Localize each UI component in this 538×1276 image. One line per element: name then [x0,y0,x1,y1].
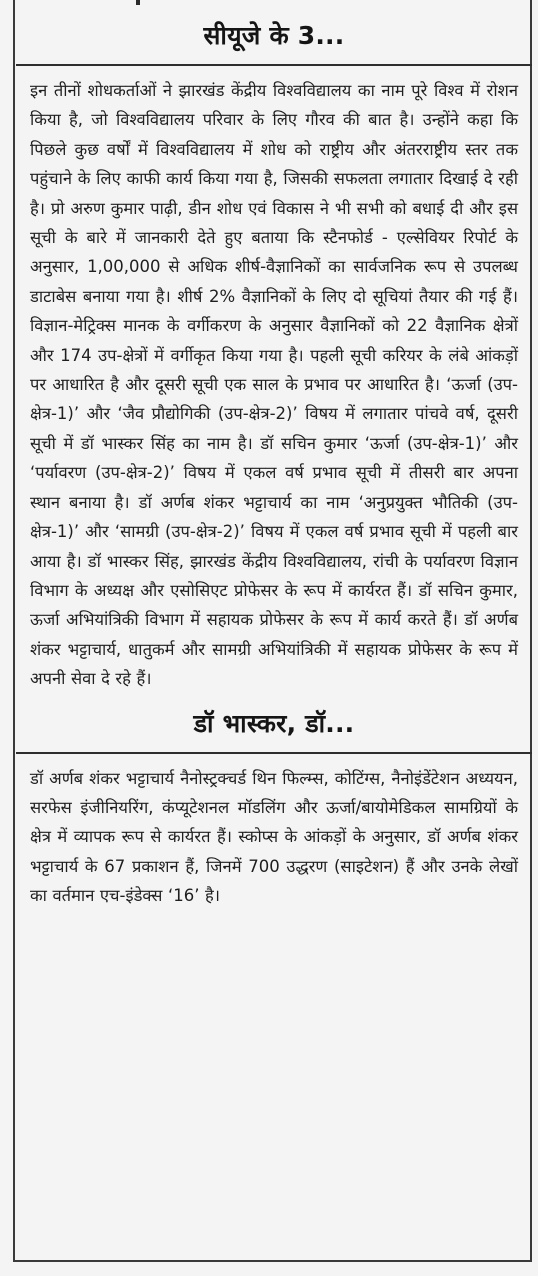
column-rule-left [13,0,15,1262]
heading-divider-2 [16,752,532,754]
section-heading-1: सीयूजे के 3... [203,21,345,50]
article-paragraph-1: इन तीनों शोधकर्ताओं ने झारखंड केंद्रीय विश्वविद्यालय का नाम पूरे विश्व में रोशन किया है, जो विश्वविद्यालय परिवार के लिए गौरव की बात है। उन्होंने कहा कि पिछले कुछ वर्षों में विश्वविद्यालय में शोध को राष्ट्रीय और अंतरराष्ट्रीय स्तर तक पहुंचाने के लिए काफी कार्य किया गया है, जिसकी सफलता लगातार दिखाई दे रही है। प्रो अरुण कुमार पाढ़ी, डीन शोध एवं विकास ने भी सभी को बधाई दी और इस सूची के बारे में जानकारी देते हुए बताया कि स्टैनफोर्ड - एल्सेवियर रिपोर्ट के अनुसार, 1,00,000 से अधिक शीर्ष-वैज्ञानिकों का सार्वजनिक रूप से उपलब्ध डाटाबेस बनाया गया है। शीर्ष 2% वैज्ञानिकों के लिए दो सूचियां तैयार की गई हैं। विज्ञान-मेट्रिक्स मानक के वर्गीकरण के अनुसार वैज्ञानिकों को 22 वैज्ञानिक क्षेत्रों और 174 उप-क्षेत्रों में वर्गीकृत किया गया है। पहली सूची करियर के लंबे आंकड़ों पर आधारित है और दूसरी सूची एक साल के प्रभाव पर आधारित है। ‘ऊर्जा (उप-क्षेत्र-1)’ और ‘जैव प्रौद्योगिकी (उप-क्षेत्र-2)’ विषय में लगातार पांचवे वर्ष, दूसरी सूची में डॉ भास्कर सिंह का नाम है। डॉ सचिन कुमार ‘ऊर्जा (उप-क्षेत्र-1)’ और ‘पर्यावरण (उप-क्षेत्र-2)’ विषय में एकल वर्ष प्रभाव सूची में तीसरी बार अपना स्थान बनाया है। डॉ अर्णब शंकर भट्टाचार्य का नाम ‘अनुप्रयुक्त भौतिकी (उप-क्षेत्र-1)’ और ‘सामग्री (उप-क्षेत्र-2)’ विषय में एकल वर्ष प्रभाव सूची में पहली बार आया है। डॉ भास्कर सिंह, झारखंड केंद्रीय विश्वविद्यालय, रांची के पर्यावरण विज्ञान विभाग के अध्यक्ष और एसोसिएट प्रोफेसर के रूप में कार्यरत हैं। डॉ सचिन कुमार, ऊर्जा अभियांत्रिकी विभाग में सहायक प्रोफेसर के रूप में कार्य करते हैं। डॉ अर्णब शंकर भट्टाचार्य, धातुकर्म और सामग्री अभियांत्रिकी में सहायक प्रोफेसर के रूप में अपनी सेवा दे रहे हैं। [30,81,518,689]
column-rule-right [530,0,532,1262]
column-rule-bottom [13,1260,532,1262]
article-body [30,16,518,911]
section-heading-2: डॉ भास्कर, डॉ... [193,708,355,738]
top-edge-mark [136,0,140,5]
article-paragraph-2: डॉ अर्णब शंकर भट्टाचार्य नैनोस्ट्रक्चर्ड थिन फिल्म्स, कोटिंग्स, नैनोइंडेंटेशन अध्ययन, सरफेस इंजीनियरिंग, कंप्यूटेशनल मॉडलिंग और ऊर्जा/बायोमेडिकल सामग्रियों के क्षेत्र में व्यापक रूप से कार्यरत हैं। स्कोप्स के आंकड़ों के अनुसार, डॉ अर्णब शंकर भट्टाचार्य के 67 प्रकाशन हैं, जिनमें 700 उद्धरण (साइटेशन) हैं और उनके लेखों का वर्तमान एच-इंडेक्स ‘16’ है। [30,768,518,906]
heading-divider-1 [16,64,532,66]
